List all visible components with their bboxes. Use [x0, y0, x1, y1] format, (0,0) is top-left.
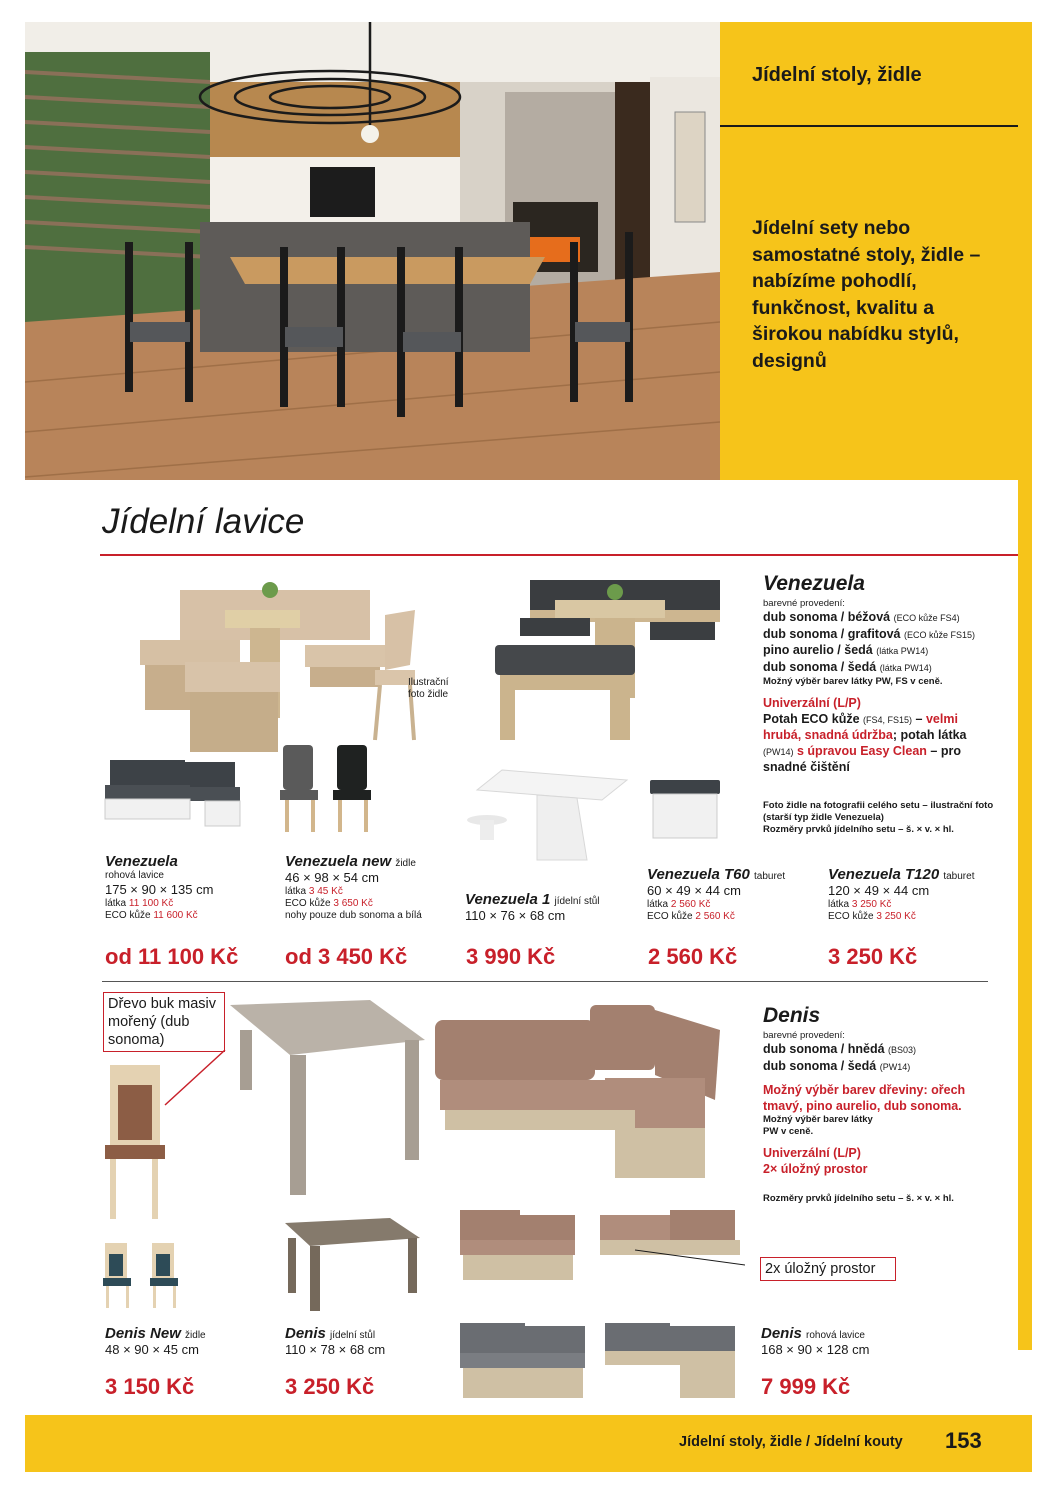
product-price-line-2: ECO kůže 3 650 Kč: [285, 898, 373, 909]
section-rule: [100, 554, 1018, 556]
venezuela-color-4: dub sonoma / šedá (látka PW14): [763, 659, 932, 674]
hero-divider: [720, 125, 1018, 127]
product-name: Denis New židle: [105, 1325, 206, 1342]
product-name: Venezuela: [105, 853, 178, 870]
venezuela-upholstery: Potah ECO kůže (FS4, FS15) – velmi hrubá, snadná údržba; potah látka (PW14) s úpravou Easy Clean – pro snadné čištění: [763, 711, 967, 774]
footer-text: Jídelní stoly, židle / Jídelní kouty: [679, 1434, 903, 1450]
product-dims: 110 × 76 × 68 cm: [465, 908, 566, 923]
venezuela-1-table-image: [462, 765, 632, 865]
product-dims: 120 × 49 × 44 cm: [828, 883, 930, 898]
product-dims: 168 × 90 × 128 cm: [761, 1342, 870, 1357]
denis-info-name: Denis: [763, 1004, 821, 1027]
product-price: od 3 450 Kč: [285, 944, 408, 969]
product-price: 3 250 Kč: [285, 1374, 375, 1399]
product-price: 7 999 Kč: [761, 1374, 851, 1399]
product-name: Venezuela T60 taburet: [647, 866, 786, 883]
product-price-line-1: látka 3 45 Kč: [285, 886, 343, 897]
product-denis-new: [105, 1325, 275, 1358]
product-denis-table: [285, 1325, 455, 1358]
hero-photo: [25, 22, 720, 480]
product-venezuela-corner: [105, 853, 275, 922]
denis-bench-grey-1: [455, 1318, 595, 1403]
denis-color-1: dub sonoma / hnědá (BS03): [763, 1042, 917, 1056]
denis-storage: 2× úložný prostor: [763, 1161, 868, 1176]
denis-bench-brown-2: [595, 1205, 745, 1285]
venezuela-set-image: [130, 570, 420, 760]
denis-table-large-image: [230, 1000, 430, 1200]
product-dims: 48 × 90 × 45 cm: [105, 1342, 199, 1357]
denis-table-small-image: [280, 1218, 425, 1313]
storage-callout: 2x úložný prostor: [760, 1257, 896, 1281]
venezuela-color-1: dub sonoma / béžová (ECO kůže FS4): [763, 610, 960, 624]
venezuela-universal: Univerzální (L/P): [763, 696, 861, 710]
product-note: nohy pouze dub sonoma a bílá: [285, 910, 422, 921]
illustration-note: Ilustrační foto židle: [408, 677, 449, 700]
denis-bench-grey-2: [600, 1318, 745, 1403]
product-venezuela-t120: [828, 866, 1013, 923]
product-name: Denis jídelní stůl: [285, 1325, 376, 1342]
product-dims: 46 × 98 × 54 cm: [285, 870, 379, 885]
product-dims: 60 × 49 × 44 cm: [647, 883, 741, 898]
product-venezuela-1: [465, 891, 635, 924]
venezuela-t60-stool-image: [645, 775, 725, 840]
denis-info: [763, 1004, 1013, 1205]
section-divider: [102, 981, 988, 982]
section-title: Jídelní lavice: [102, 502, 305, 541]
denis-new-chairs-image: [100, 1240, 200, 1310]
venezuela-color-2: dub sonoma / grafitová (ECO kůže FS15): [763, 626, 976, 641]
product-price: 3 990 Kč: [466, 944, 556, 969]
denis-corner-bench-image: [430, 1000, 740, 1185]
venezuela-color-3: pino aurelio / šedá (látka PW14): [763, 643, 929, 657]
product-price: 3 150 Kč: [105, 1374, 195, 1399]
product-denis-corner: [761, 1325, 961, 1358]
venezuela-colors-label: barevné provedení:: [763, 598, 845, 609]
product-price-line-2: ECO kůže 3 250 Kč: [828, 911, 916, 922]
product-type: rohová lavice: [105, 870, 164, 881]
yellow-side-rail: [1018, 480, 1032, 1350]
product-price-line-1: látka 2 560 Kč: [647, 899, 711, 910]
product-name: Denis rohová lavice: [761, 1325, 865, 1342]
denis-colors-label: barevné provedení:: [763, 1030, 845, 1041]
hero-description: Jídelní sety nebo samostatné stoly, židle – nabízíme pohodlí, funkčnost, kvalitu a širokou nabídku stylů, designů: [752, 217, 981, 372]
venezuela-photo-note: Foto židle na fotografii celého setu – ilustrační foto (starší typ židle Venezuela): [763, 799, 994, 823]
venezuela-corner-bench-image: [100, 750, 245, 830]
page-number: 153: [945, 1428, 982, 1453]
denis-fabric-choice: Možný výběr barev látky PW v ceně.: [763, 1114, 873, 1137]
venezuela-new-chairs-image: [275, 740, 380, 835]
product-price-line-1: látka 11 100 Kč: [105, 898, 174, 909]
denis-color-2: dub sonoma / šedá (PW14): [763, 1058, 911, 1073]
product-price-line-2: ECO kůže 11 600 Kč: [105, 910, 198, 921]
product-venezuela-new: [285, 853, 460, 922]
denis-universal: Univerzální (L/P): [763, 1146, 861, 1160]
product-dims: 175 × 90 × 135 cm: [105, 882, 214, 897]
denis-bench-brown-1: [455, 1205, 590, 1285]
hero-title: Jídelní stoly, židle: [752, 64, 922, 86]
product-name: Venezuela 1 jídelní stůl: [465, 891, 600, 908]
product-price: 2 560 Kč: [648, 944, 738, 969]
product-dims: 110 × 78 × 68 cm: [285, 1342, 386, 1357]
venezuela-dims-note: Rozměry prvků jídelního setu – š. × v. × hl.: [763, 823, 954, 835]
product-price: od 11 100 Kč: [105, 944, 239, 969]
venezuela-color-choice: Možný výběr barev látky PW, FS v ceně.: [763, 676, 943, 687]
product-price-line-2: ECO kůže 2 560 Kč: [647, 911, 735, 922]
product-name: Venezuela new židle: [285, 853, 416, 870]
venezuela-grey-set-image: [490, 570, 730, 750]
venezuela-info: [763, 572, 1013, 836]
wood-callout: Dřevo buk masiv mořený (dub sonoma): [103, 992, 225, 1052]
denis-wood-choice: Možný výběr barev dřeviny: ořech tmavý, pino aurelio, dub sonoma.: [763, 1083, 966, 1113]
product-price-line-1: látka 3 250 Kč: [828, 899, 892, 910]
product-name: Venezuela T120 taburet: [828, 866, 975, 883]
venezuela-info-name: Venezuela: [763, 572, 865, 595]
product-venezuela-t60: [647, 866, 817, 923]
denis-dims-note: Rozměry prvků jídelního setu – š. × v. × hl.: [763, 1193, 954, 1204]
product-price: 3 250 Kč: [828, 944, 918, 969]
